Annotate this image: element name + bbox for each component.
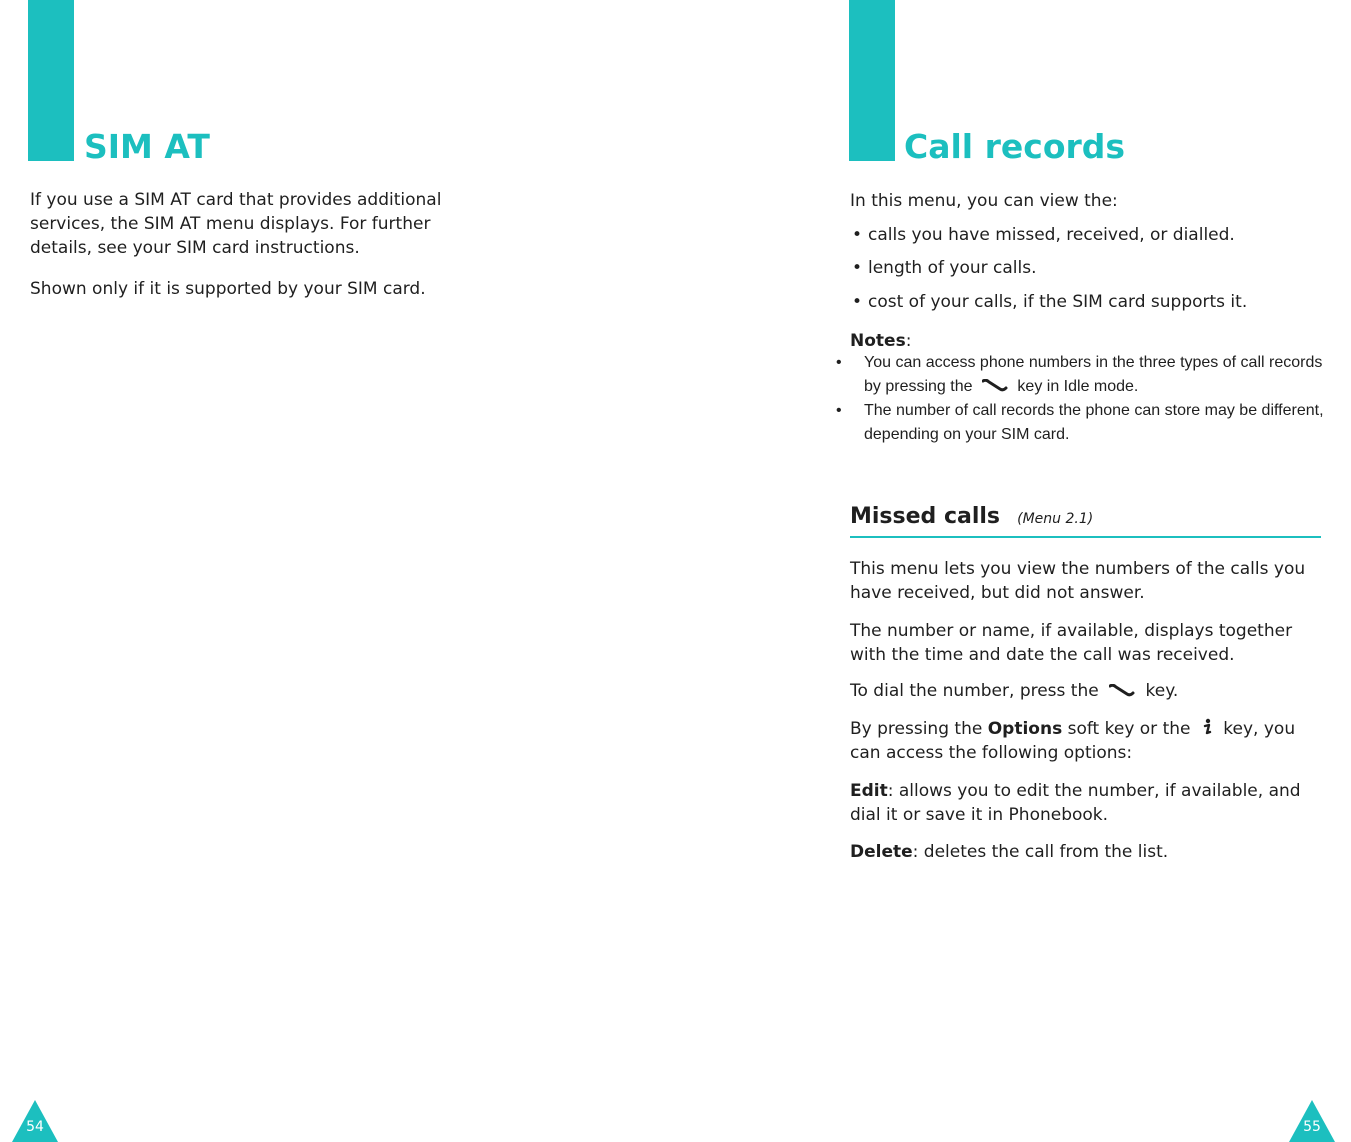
section-title: Missed calls: [850, 504, 1001, 529]
list-item-text: calls you have missed, received, or dialled.: [868, 225, 1235, 245]
note-item: • You can access phone numbers in the three types of call records by pressing the key in Idle mode.: [836, 354, 1323, 395]
list-item-text: cost of your calls, if the SIM card supports it.: [868, 292, 1248, 312]
options-instruction: [850, 717, 1322, 765]
note-text: The number of call records the phone can store may be different, depending on your SIM card.: [864, 402, 1324, 443]
missed-calls-display-info: The number or name, if available, displays together with the time and date the call was received.: [850, 621, 1293, 665]
page-number: 54: [26, 1119, 44, 1135]
notes-heading: Notes:: [850, 331, 912, 351]
missed-calls-description: This menu lets you view the numbers of the calls you have received, but did not answer.: [850, 559, 1306, 603]
phone-send-icon: [1109, 684, 1135, 698]
option-delete-text: : deletes the call from the list.: [912, 842, 1169, 862]
note-text: You can access phone numbers in the three types of call records by pressing the: [864, 354, 1323, 395]
page-title-sim-at: SIM AT: [84, 127, 210, 166]
dial-text: key.: [1145, 681, 1179, 701]
info-i-icon: [1201, 718, 1213, 736]
phone-send-icon: [982, 379, 1008, 393]
option-delete-label: Delete: [850, 842, 913, 862]
note-text: key in Idle mode.: [1017, 378, 1139, 395]
page-number: 55: [1303, 1119, 1321, 1135]
dial-text: To dial the number, press the: [850, 681, 1099, 701]
option-edit-text: : allows you to edit the number, if available, and dial it or save it in Phonebook.: [850, 781, 1301, 825]
page-title-call-records: Call records: [904, 127, 1126, 166]
section-heading-missed-calls: [850, 502, 1321, 538]
list-item: • length of your calls.: [852, 258, 1037, 278]
chapter-tab-marker: [28, 0, 74, 161]
page-number-badge: [1289, 1100, 1335, 1142]
option-edit-label: Edit: [850, 781, 888, 801]
sim-at-description: If you use a SIM AT card that provides additional services, the SIM AT menu displays. For further details, see your SIM card instructions.: [30, 190, 442, 258]
options-text: key, you can access the following options:: [850, 719, 1296, 763]
options-text: soft key or the: [1067, 719, 1191, 739]
list-item: • calls you have missed, received, or dialled.: [852, 225, 1235, 245]
option-delete: [850, 840, 1320, 864]
list-item: • cost of your calls, if the SIM card supports it.: [852, 292, 1248, 312]
intro-text: In this menu, you can view the:: [850, 191, 1118, 211]
section-menu-ref: (Menu 2.1): [1017, 511, 1094, 527]
option-edit: [850, 779, 1320, 827]
options-softkey-label: Options: [987, 719, 1063, 739]
dial-instruction: [850, 679, 1320, 703]
right-page: [676, 0, 1351, 1142]
list-item-text: length of your calls.: [868, 258, 1037, 278]
notes-label: Notes: [850, 331, 906, 351]
note-item: • The number of call records the phone can store may be different, depending on your SIM card.: [836, 402, 1324, 443]
sim-at-support-note: Shown only if it is supported by your SIM card.: [30, 279, 426, 299]
options-text: By pressing the: [850, 719, 983, 739]
chapter-tab-marker: [849, 0, 895, 161]
page-number-badge: [12, 1100, 58, 1142]
